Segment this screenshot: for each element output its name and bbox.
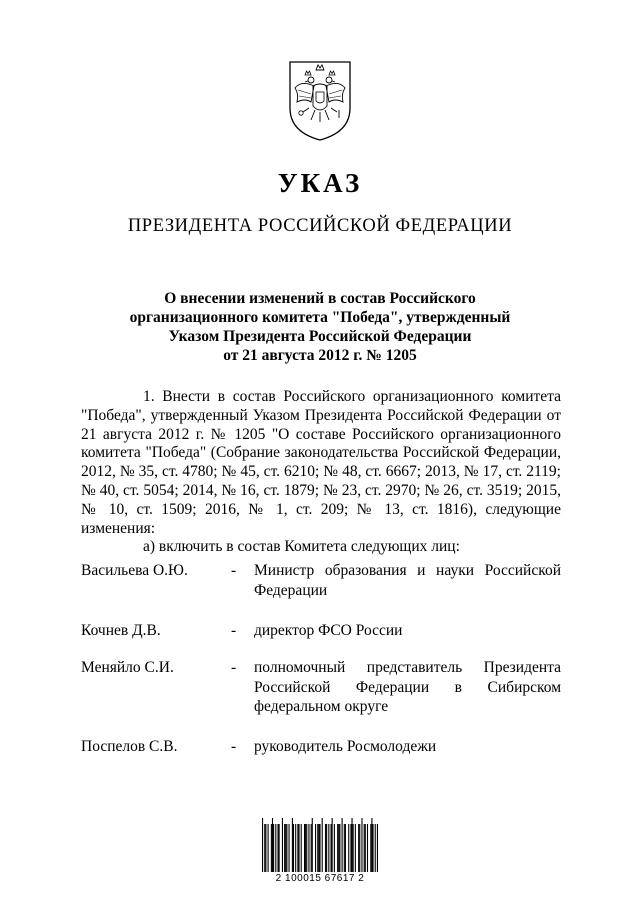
barcode-bar bbox=[292, 818, 293, 872]
barcode-bar bbox=[358, 824, 359, 872]
person-role: полномочный представитель Президента Российской Федерации в Сибирском федеральном округе bbox=[254, 659, 561, 715]
barcode-bar bbox=[312, 818, 313, 872]
barcode-bar bbox=[361, 818, 362, 872]
person-role: директор ФСО России bbox=[254, 622, 403, 639]
barcode-bar bbox=[301, 824, 302, 872]
barcode-bar bbox=[317, 824, 318, 872]
person-name: Поспелов С.В. bbox=[81, 738, 178, 755]
heading-line: организационного комитета "Победа", утвержденный bbox=[129, 309, 511, 326]
barcode-bar bbox=[295, 824, 296, 872]
barcode-bar bbox=[293, 824, 294, 872]
item-a: а) включить в состав Комитета следующих лиц: bbox=[143, 538, 460, 556]
barcode-bar bbox=[342, 818, 343, 872]
dash-separator: - bbox=[231, 738, 237, 755]
barcode-bar bbox=[286, 824, 287, 872]
person-name: Васильева О.Ю. bbox=[81, 562, 188, 579]
decree-heading bbox=[100, 289, 540, 365]
barcode-bar bbox=[282, 818, 283, 872]
barcode-bar bbox=[364, 824, 365, 872]
paragraph-1: 1. Внести в состав Российского организационного комитета "Победа", утвержденный Указом Президента Российской Федерации от 21 августа 2012 г. № 1205 "О составе Российского организационного комитета "Победа" (Собрание законодательства Российской Федерации, 2012, № 35, ст. 4780; № 45, ст. 6210; № 48, ст. 6667; 2013, № 17, ст. 2119; № 40, ст. 5054; 2014, № 16, ст. 1879; № 23, ст. 2970; № 26, ст. 3519; 2015, № 10, ст. 1509; 2016, № 1, ст. 209; № 13, ст. 1816), следующие изменения: bbox=[81, 388, 561, 537]
barcode-bar bbox=[271, 824, 272, 872]
barcode-bar bbox=[328, 824, 329, 872]
barcode-bar bbox=[337, 824, 338, 872]
barcode bbox=[262, 818, 378, 884]
barcode-bar bbox=[305, 824, 306, 872]
barcode-bar bbox=[279, 824, 280, 872]
barcode-bar bbox=[285, 824, 286, 872]
document-subtitle: ПРЕЗИДЕНТА РОССИЙСКОЙ ФЕДЕРАЦИИ bbox=[127, 216, 513, 236]
barcode-bar bbox=[351, 818, 352, 872]
coat-of-arms-emblem bbox=[287, 58, 353, 142]
person-name: Меняйло С.И. bbox=[81, 659, 174, 676]
barcode-bar bbox=[334, 824, 335, 872]
barcode-bar bbox=[289, 824, 290, 872]
decree-body bbox=[81, 388, 561, 557]
barcode-bar bbox=[265, 824, 266, 872]
barcode-bar bbox=[338, 824, 339, 872]
barcode-bar bbox=[344, 824, 345, 872]
barcode-bar bbox=[298, 824, 299, 872]
barcode-bar bbox=[297, 824, 298, 872]
barcode-bar bbox=[332, 818, 333, 872]
barcode-bar bbox=[311, 824, 312, 872]
barcode-bar bbox=[272, 818, 273, 872]
barcode-bar bbox=[322, 818, 323, 872]
person-role: руководитель Росмолодежи bbox=[254, 738, 437, 755]
barcode-bar bbox=[372, 824, 373, 872]
barcode-bar bbox=[355, 824, 356, 872]
barcode-bar bbox=[325, 824, 326, 872]
barcode-bar bbox=[370, 824, 371, 872]
barcode-bar bbox=[304, 824, 305, 872]
barcode-bar bbox=[277, 824, 278, 872]
barcode-bar bbox=[318, 824, 319, 872]
barcode-bar bbox=[306, 824, 307, 872]
dash-separator: - bbox=[231, 562, 237, 579]
person-name: Кочнев Д.В. bbox=[81, 622, 161, 639]
barcode-bar bbox=[268, 824, 269, 872]
barcode-bar bbox=[275, 824, 276, 872]
heading-line: О внесении изменений в состав Российского bbox=[164, 290, 476, 307]
barcode-bar bbox=[353, 824, 354, 872]
barcode-bar bbox=[371, 818, 372, 872]
barcode-number: 2 100015 67617 2 bbox=[275, 873, 365, 884]
barcode-bar bbox=[319, 824, 320, 872]
barcode-bar bbox=[331, 824, 332, 872]
barcode-bar bbox=[348, 824, 349, 872]
barcode-bar bbox=[264, 824, 265, 872]
person-role: Министр образования и науки Российской Федерации bbox=[254, 562, 561, 599]
barcode-bar bbox=[359, 824, 360, 872]
barcode-bar bbox=[262, 818, 263, 872]
dash-separator: - bbox=[231, 622, 237, 639]
barcode-bar bbox=[375, 824, 376, 872]
barcode-bar bbox=[350, 824, 351, 872]
barcode-bar bbox=[365, 824, 366, 872]
heading-line: Указом Президента Российской Федерации bbox=[168, 328, 472, 345]
barcode-bar bbox=[284, 824, 285, 872]
barcode-bar bbox=[315, 824, 316, 872]
barcode-bar bbox=[273, 824, 274, 872]
barcode-bar bbox=[339, 824, 340, 872]
barcode-bar bbox=[367, 824, 368, 872]
document-title: УКАЗ bbox=[277, 168, 363, 198]
barcode-bars bbox=[262, 818, 378, 872]
heading-line: от 21 августа 2012 г. № 1205 bbox=[223, 347, 417, 364]
dash-separator: - bbox=[231, 659, 237, 676]
barcode-bar bbox=[326, 824, 327, 872]
barcode-bar bbox=[308, 824, 309, 872]
barcode-bar bbox=[345, 824, 346, 872]
barcode-bar bbox=[377, 824, 378, 872]
